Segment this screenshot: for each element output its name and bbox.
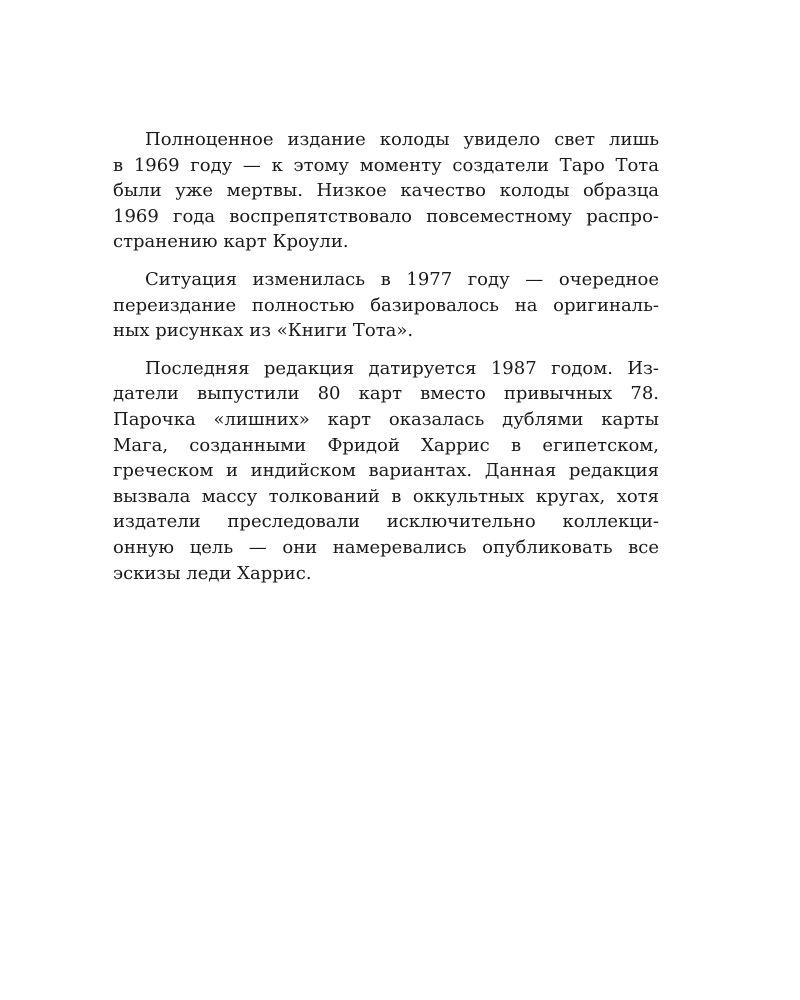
text-line: Мага, созданными Фридой Харрис в египетском,: [113, 434, 659, 456]
text-line: Последняя редакция датируется 1987 годом. Из-: [145, 357, 659, 379]
text-line: эскизы леди Харрис.: [113, 562, 312, 584]
text-line: Ситуация изменилась в 1977 году — очередное: [145, 268, 659, 290]
text-line: датели выпустили 80 карт вместо привычных 78.: [113, 383, 659, 405]
text-line: были уже мертвы. Низкое качество колоды образца: [113, 180, 659, 202]
text-line: странению карт Кроули.: [113, 231, 349, 253]
text-line: издатели преследовали исключительно коллекци-: [113, 511, 659, 533]
paragraph-3: [113, 356, 659, 586]
text-line: Парочка «лишних» карт оказалась дублями карты: [113, 408, 659, 430]
text-line: греческом и индийском вариантах. Данная редакция: [113, 460, 659, 482]
text-line: в 1969 году — к этому моменту создатели Таро Тота: [113, 154, 659, 176]
body-text: [113, 127, 659, 598]
text-line: вызвала массу толкований в оккультных кругах, хотя: [113, 485, 659, 507]
text-line: онную цель — они намеревались опубликовать все: [113, 536, 659, 558]
text-line: переиздание полностью базировалось на оригиналь-: [113, 294, 659, 316]
text-line: 1969 года воспрепятствовало повсеместному распро-: [113, 205, 659, 227]
text-line: Полноценное издание колоды увидело свет лишь: [145, 129, 659, 150]
text-line: ных рисунках из «Книги Тота».: [113, 320, 414, 342]
paragraph-2: [113, 267, 659, 344]
paragraph-1: [113, 127, 659, 255]
